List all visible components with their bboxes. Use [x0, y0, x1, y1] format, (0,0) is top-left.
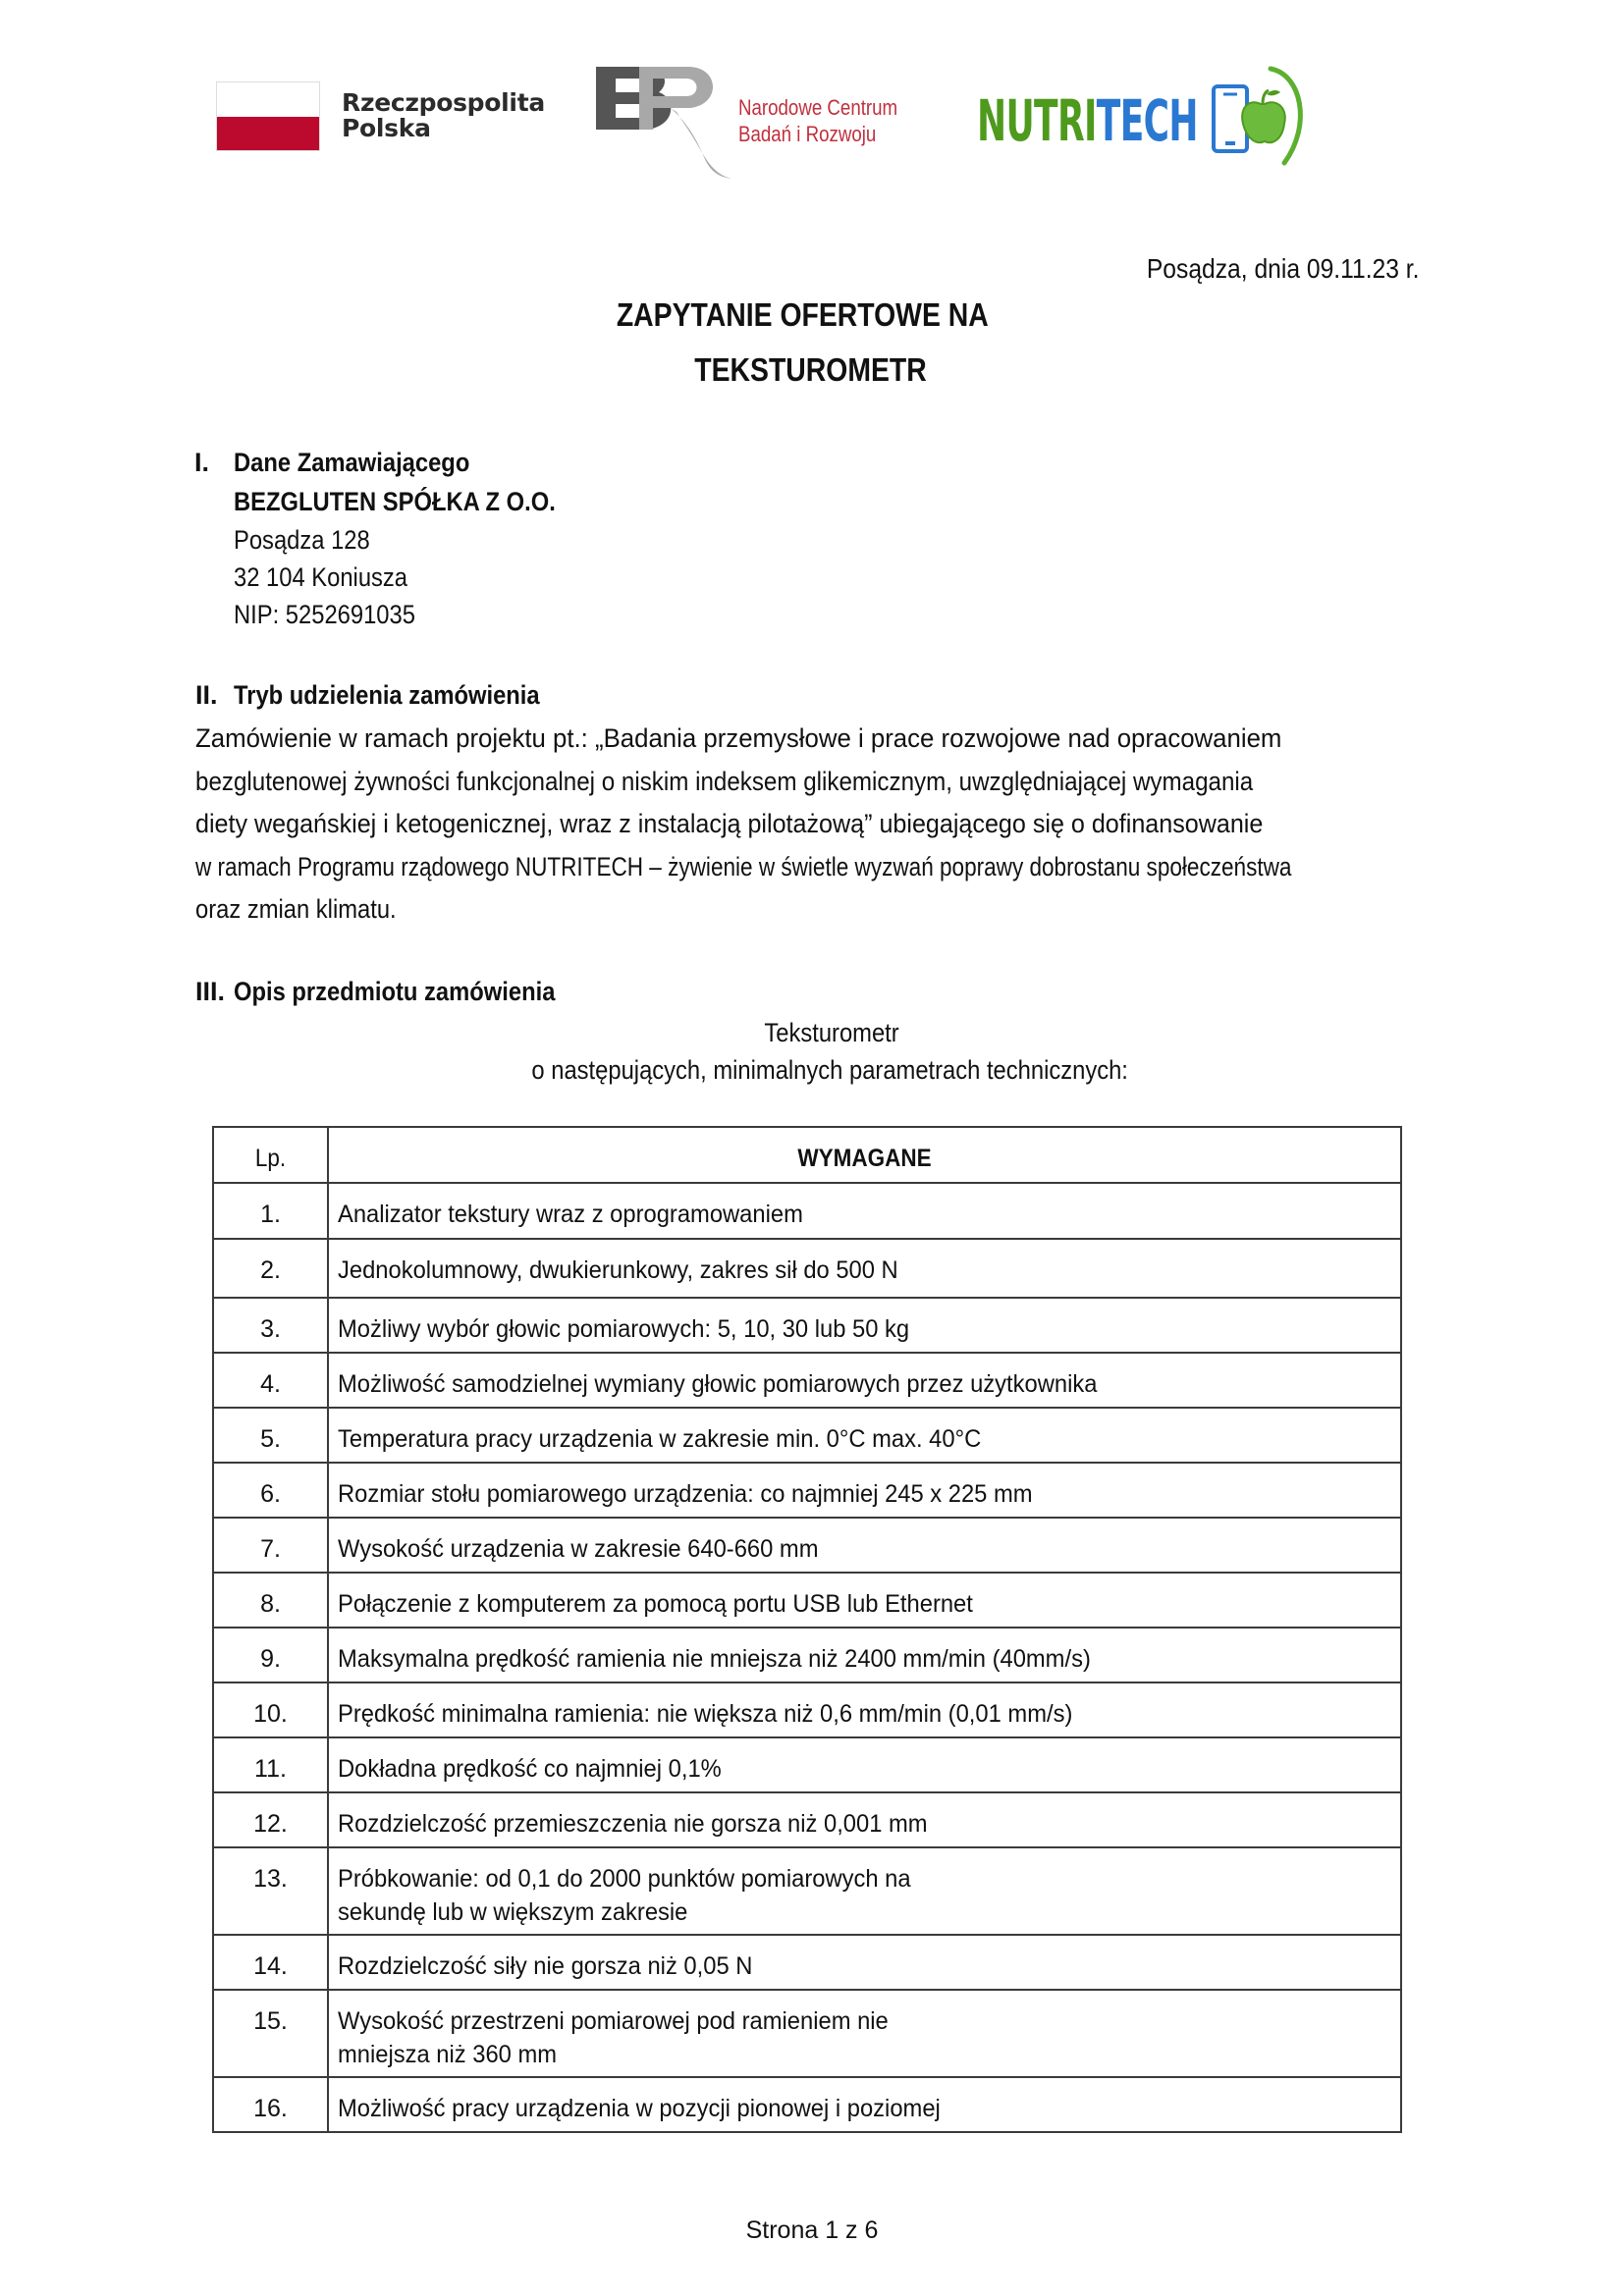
- page-number: Strona 1 z 6: [745, 2216, 879, 2244]
- section-1-number: I.: [194, 448, 210, 477]
- requirement-text: Rozdzielczość przemieszczenia nie gorsza niż 0,001 mm: [338, 1810, 928, 1838]
- section-3-number: III.: [195, 977, 226, 1006]
- nutri-text-part: NUTRI: [977, 87, 1097, 154]
- row-number: [213, 1847, 328, 1935]
- requirements-table: [212, 1126, 1402, 2133]
- row-number: [213, 1183, 328, 1239]
- row-requirement: [328, 1935, 1401, 1990]
- company-name: BEZGLUTEN SPÓŁKA Z O.O.: [234, 487, 556, 516]
- row-requirement: [328, 1737, 1401, 1792]
- table-row: [213, 1990, 1401, 2077]
- polish-flag-logo: [216, 81, 320, 151]
- requirement-text: Rozmiar stołu pomiarowego urządzenia: co najmniej 245 x 225 mm: [338, 1480, 1033, 1508]
- requirement-text: Możliwość samodzielnej wymiany głowic pomiarowych przez użytkownika: [338, 1370, 1098, 1398]
- requirement-text-line1: Próbkowanie: od 0,1 do 2000 punktów pomiarowych na: [338, 1865, 911, 1893]
- requirement-text-line2: sekundę lub w większym zakresie: [338, 1898, 688, 1926]
- row-number: [213, 1518, 328, 1573]
- row-number: [213, 2077, 328, 2132]
- row-requirement: [328, 1239, 1401, 1298]
- ncbr-text-line1: Narodowe Centrum: [738, 95, 898, 120]
- table-row: [213, 1463, 1401, 1518]
- requirement-text: Temperatura pracy urządzenia w zakresie min. 0°C max. 40°C: [338, 1425, 982, 1453]
- requirement-text: Analizator tekstury wraz z oprogramowaniem: [338, 1201, 803, 1228]
- address-city: 32 104 Koniusza: [234, 562, 408, 592]
- row-number: [213, 1737, 328, 1792]
- address-street: Posądza 128: [234, 525, 370, 555]
- table-row: [213, 1573, 1401, 1628]
- row-number: [213, 1239, 328, 1298]
- requirement-text: Maksymalna prędkość ramienia nie mniejsza niż 2400 mm/min (40mm/s): [338, 1645, 1091, 1673]
- requirement-text: Jednokolumnowy, dwukierunkowy, zakres sił do 500 N: [338, 1256, 898, 1284]
- table-row: [213, 1682, 1401, 1737]
- row-number-text: 4.: [260, 1370, 281, 1398]
- paragraph-line: bezglutenowej żywności funkcjonalnej o niskim indeksem glikemicznym, uwzględniającej wymagania: [195, 766, 1254, 796]
- paragraph-line: w ramach Programu rządowego NUTRITECH – żywienie w świetle wyzwań poprawy dobrostanu społeczeństwa: [195, 851, 1292, 881]
- nutritech-logo: [977, 67, 1213, 175]
- section-2-number: II.: [195, 680, 218, 710]
- row-number-text: 2.: [260, 1256, 281, 1284]
- header-text: WYMAGANE: [797, 1145, 932, 1172]
- row-number-text: 16.: [253, 2095, 288, 2122]
- row-number-text: 8.: [260, 1590, 281, 1618]
- paragraph-line: Zamówienie w ramach projektu pt.: „Badania przemysłowe i prace rozwojowe nad opracowaniem: [195, 723, 1282, 753]
- flag-red-stripe: [217, 117, 319, 151]
- table-row: [213, 1298, 1401, 1353]
- row-requirement: [328, 2077, 1401, 2132]
- header-text: Lp.: [254, 1145, 287, 1172]
- row-requirement: [328, 1847, 1401, 1935]
- column-header-required: [328, 1127, 1401, 1183]
- row-number: [213, 1792, 328, 1847]
- table-row: [213, 1628, 1401, 1682]
- table-header-row: [213, 1127, 1401, 1183]
- row-requirement: [328, 1408, 1401, 1463]
- row-requirement: [328, 1518, 1401, 1573]
- rzeczpospolita-polska-logo-text: [342, 90, 545, 141]
- table-row: [213, 1239, 1401, 1298]
- requirement-text: Rozdzielczość siły nie gorsza niż 0,05 N: [338, 1952, 753, 1980]
- row-number-text: 13.: [253, 1865, 288, 1893]
- row-requirement: [328, 1573, 1401, 1628]
- paragraph-line: oraz zmian klimatu.: [195, 894, 397, 924]
- section-3-heading: Opis przedmiotu zamówienia: [234, 977, 556, 1006]
- nutritech-logo-text: [977, 87, 1198, 154]
- table-row: [213, 1792, 1401, 1847]
- row-number-text: 14.: [253, 1952, 288, 1980]
- ncbr-logo-text: [738, 94, 897, 147]
- row-number-text: 10.: [253, 1700, 288, 1728]
- row-requirement: [328, 1990, 1401, 2077]
- row-number: [213, 1935, 328, 1990]
- nip-number: NIP: 5252691035: [234, 600, 415, 629]
- requirement-text: Wysokość urządzenia w zakresie 640-660 mm: [338, 1535, 819, 1563]
- table-row: [213, 1935, 1401, 1990]
- row-number: [213, 1408, 328, 1463]
- section-2-paragraph: [195, 718, 1421, 932]
- row-number: [213, 1682, 328, 1737]
- row-number-text: 9.: [260, 1645, 281, 1673]
- row-number-text: 7.: [260, 1535, 281, 1563]
- title-line2-text: TEKSTUROMETR: [693, 351, 927, 388]
- subject-name: [20, 1018, 1624, 1048]
- row-number: [213, 1628, 328, 1682]
- phone-apple-icon: [1206, 65, 1314, 171]
- section-2-heading: Tryb udzielenia zamówienia: [234, 680, 540, 710]
- document-title-line1: [0, 296, 1614, 334]
- requirement-text: Możliwy wybór głowic pomiarowych: 5, 10, 30 lub 50 kg: [338, 1315, 910, 1343]
- row-requirement: [328, 1628, 1401, 1682]
- flag-white-stripe: [217, 82, 319, 117]
- table-row: [213, 1518, 1401, 1573]
- row-requirement: [328, 1183, 1401, 1239]
- row-number: [213, 1463, 328, 1518]
- table-row: [213, 1737, 1401, 1792]
- row-requirement: [328, 1353, 1401, 1408]
- table-row: [213, 1408, 1401, 1463]
- table-row: [213, 1847, 1401, 1935]
- logo-text-line1: Rzeczpospolita: [342, 88, 545, 117]
- requirement-text-line2: mniejsza niż 360 mm: [338, 2041, 558, 2068]
- requirement-text-line1: Wysokość przestrzeni pomiarowej pod ramieniem nie: [338, 2007, 889, 2035]
- ncbr-monogram-icon: [594, 61, 741, 181]
- paragraph-line: diety wegańskiej i ketogenicznej, wraz z instalacją pilotażową” ubiegającego się o dofinansowanie: [195, 809, 1264, 838]
- row-number-text: 12.: [253, 1810, 288, 1838]
- row-requirement: [328, 1792, 1401, 1847]
- table-row: [213, 2077, 1401, 2132]
- row-number-text: 15.: [253, 2007, 288, 2035]
- table-row: [213, 1183, 1401, 1239]
- row-number: [213, 1353, 328, 1408]
- requirement-text: Prędkość minimalna ramienia: nie większa niż 0,6 mm/min (0,01 mm/s): [338, 1700, 1073, 1728]
- tech-text-part: TECH: [1096, 87, 1198, 154]
- row-number: [213, 1298, 328, 1353]
- row-number: [213, 1573, 328, 1628]
- row-number-text: 5.: [260, 1425, 281, 1453]
- subject-name-text: Teksturometr: [764, 1018, 899, 1047]
- document-title-line2: [0, 351, 1622, 389]
- row-requirement: [328, 1463, 1401, 1518]
- row-requirement: [328, 1298, 1401, 1353]
- document-date: Posądza, dnia 09.11.23 r.: [1146, 253, 1419, 284]
- requirement-text: Możliwość pracy urządzenia w pozycji pionowej i poziomej: [338, 2095, 941, 2122]
- column-header-lp: [213, 1127, 328, 1183]
- subject-subtitle-text: o następujących, minimalnych parametrach technicznych:: [531, 1055, 1128, 1085]
- requirement-text: [338, 1848, 1347, 1929]
- ncbr-text-line2: Badań i Rozwoju: [738, 122, 877, 146]
- row-number-text: 3.: [260, 1315, 281, 1343]
- section-1-heading: Dane Zamawiającego: [234, 448, 470, 477]
- row-number-text: 1.: [260, 1201, 281, 1228]
- requirement-text: Połączenie z komputerem za pomocą portu USB lub Ethernet: [338, 1590, 973, 1618]
- subject-subtitle: [18, 1055, 1624, 1086]
- row-number-text: 11.: [254, 1755, 287, 1783]
- row-requirement: [328, 1682, 1401, 1737]
- row-number: [213, 1990, 328, 2077]
- table-row: [213, 1353, 1401, 1408]
- requirement-text: Dokładna prędkość co najmniej 0,1%: [338, 1755, 722, 1783]
- logo-text-line2: Polska: [342, 114, 431, 142]
- title-line1-text: ZAPYTANIE OFERTOWE NA: [616, 296, 989, 333]
- requirement-text: [338, 1991, 1347, 2071]
- row-number-text: 6.: [260, 1480, 281, 1508]
